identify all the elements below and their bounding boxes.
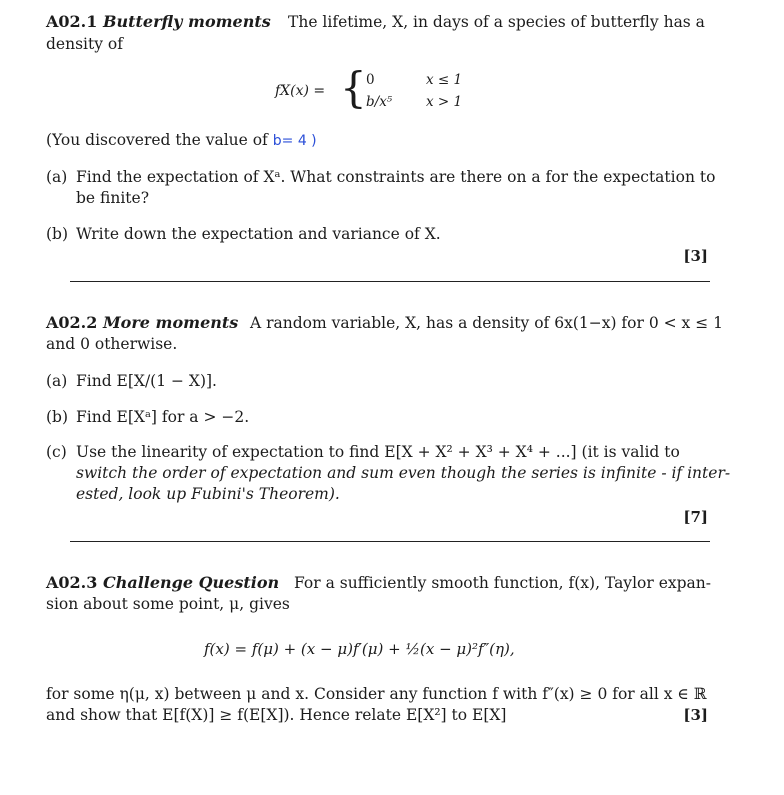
q1-note [46, 131, 317, 149]
pdf-case1-condition: x ≤ 1 [426, 72, 463, 88]
q3-code: A02.3 [46, 573, 98, 592]
q2-part-b-text: Find E[Xᵃ] for a > −2. [76, 408, 250, 426]
q2-intro-line2: and 0 otherwise. [46, 335, 178, 353]
q2-part-c-line3: ested, look up Fubini's Theorem). [76, 485, 340, 503]
pdf-case2-value: b/x⁵ [366, 94, 393, 110]
q2-part-a-label: (a) [46, 372, 68, 390]
q2-divider [70, 541, 710, 542]
q1-part-b-text: Write down the expectation and variance of X. [76, 225, 441, 243]
q1-name: Butterfly moments [102, 12, 271, 31]
q2-part-c-label: (c) [46, 443, 67, 461]
q2-code: A02.2 [46, 313, 98, 332]
pdf-brace: { [340, 63, 367, 112]
q1-divider [70, 281, 710, 282]
q1-note-value: b= 4 ) [272, 133, 317, 149]
q1-part-b-label: (b) [46, 225, 69, 243]
q1-part-a-label: (a) [46, 168, 68, 186]
q1-intro-line2: density of [46, 35, 123, 53]
q3-marks: [3] [683, 706, 708, 724]
taylor-formula: f(x) = f(μ) + (x − μ)f′(μ) + ½(x − μ)²f″(η), [204, 640, 515, 658]
q3-body-line2: and show that E[f(X)] ≥ f(E[X]). Hence relate E[X²] to E[X] [46, 706, 507, 724]
pdf-lhs: fX(x) = [275, 83, 326, 99]
q2-part-a-text: Find E[X/(1 − X)]. [76, 372, 217, 390]
q1-intro-line1: The lifetime, X, in days of a species of butterfly has a [288, 13, 705, 31]
q3-intro-line1: For a sufficiently smooth function, f(x), Taylor expan- [294, 574, 711, 592]
pdf-case1-value: 0 [366, 72, 375, 88]
q3-intro-line2: sion about some point, μ, gives [46, 595, 290, 613]
pdf-case2-condition: x > 1 [426, 94, 463, 110]
q2-intro-line1: A random variable, X, has a density of 6x(1−x) for 0 < x ≤ 1 [250, 314, 723, 332]
q2-part-c-line2: switch the order of expectation and sum even though the series is infinite - if inter- [76, 464, 731, 482]
q1-note-prefix: (You discovered the value of [46, 131, 268, 149]
q3-heading [46, 573, 279, 592]
q1-marks: [3] [683, 247, 708, 265]
q1-part-a-line2: be finite? [76, 189, 150, 207]
q1-heading [46, 12, 271, 31]
q2-name: More moments [102, 313, 239, 332]
q2-marks: [7] [683, 508, 708, 526]
q1-code: A02.1 [46, 12, 98, 31]
q2-part-b-label: (b) [46, 408, 69, 426]
q3-name: Challenge Question [102, 573, 280, 592]
q2-part-c-line1: Use the linearity of expectation to find E[X + X² + X³ + X⁴ + ...] (it is valid to [76, 443, 680, 461]
q3-body-line1: for some η(μ, x) between μ and x. Consider any function f with f″(x) ≥ 0 for all x ∈ ℝ [46, 685, 707, 703]
q1-part-a-line1: Find the expectation of Xᵃ. What constraints are there on a for the expectation to [76, 168, 716, 186]
q2-heading [46, 313, 238, 332]
